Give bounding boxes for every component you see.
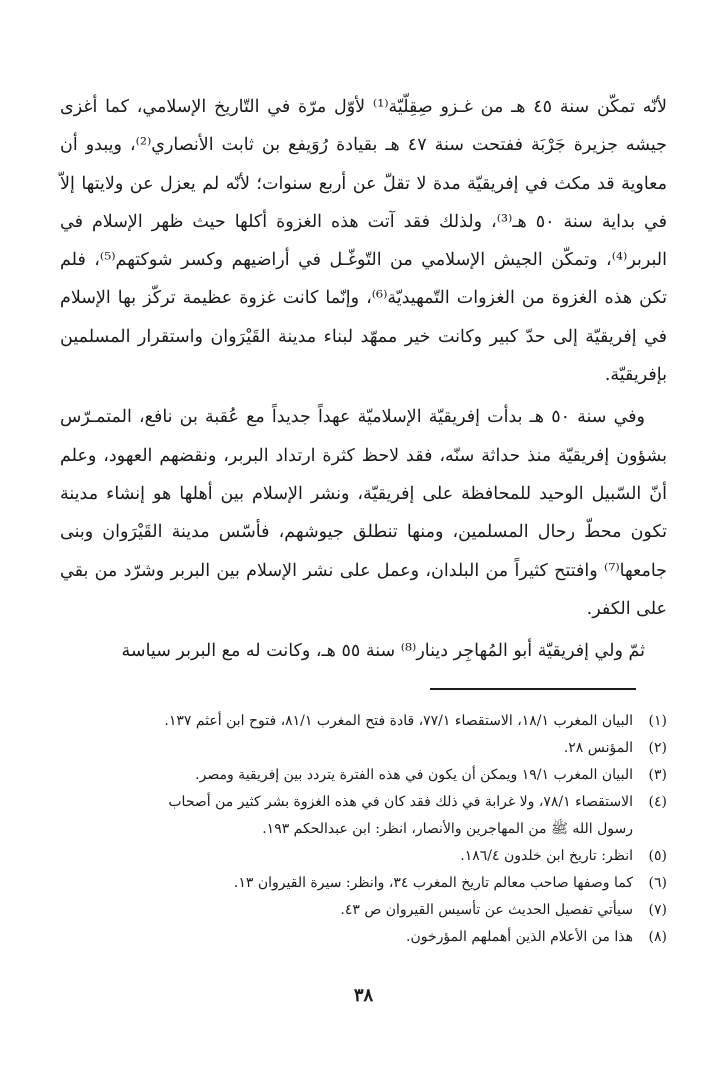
- footnote-7: [60, 897, 667, 924]
- footnote-number: (٣): [648, 767, 667, 783]
- footnote-3: [60, 762, 667, 789]
- footnote-number: (٢): [648, 740, 667, 756]
- footnote-text: سيأتي تفصيل الحديث عن تأسيس القيروان ص ٤٣.: [340, 902, 633, 918]
- footnote-text: كما وصفها صاحب معالم تاريخ المغرب ٣٤، وانظر: سيرة القيروان ١٣.: [233, 875, 633, 891]
- footnote-number: (٨): [648, 929, 667, 945]
- footnote-number: (٤): [648, 794, 667, 810]
- footnote-text: البيان المغرب ١٨/١، الاستقصاء ٧٧/١، قادة فتح المغرب ٨١/١، فتوح ابن أعثم ١٣٧.: [164, 713, 633, 729]
- footnote-text: انظر: تاريخ ابن خلدون ١٨٦/٤.: [460, 848, 633, 864]
- footnote-4: [60, 789, 667, 816]
- footnote-6: [60, 870, 667, 897]
- paragraph-2: وفي سنة ٥٠ هـ بدأت إفريقيّة الإسلاميّة عهداً جديداً مع عُقبة بن نافع، المتمـرّس بشؤون إفريقيّة منذ حداثة سنّه، فقد لاحظ كثرة ارتداد البربر، ونقضهم العهود، وعلم أنّ السّبيل الوحيد للمحافظة على إفريقيّة، ونشر الإسلام بين أهلها هو إنشاء مدينة تكون محطّ رحال المسلمين، ومنها تنطلق جيوشهم، فأسّس مدينة القَيْرَوان وبنى جامعها⁽⁷⁾ وافتتح كثيراً من البلدان، وعمل على نشر الإسلام بين البربر وشرّد من بقي على الكفر.: [60, 407, 667, 619]
- main-text: [60, 88, 667, 670]
- page-number: ٣٨: [353, 985, 374, 1006]
- footnote-4-continuation: رسول الله ﷺ من المهاجرين والأنصار، انظر: ابن عبدالحكم ١٩٣.: [262, 821, 633, 837]
- footnote-separator: [430, 688, 636, 690]
- footnote-number: (٧): [648, 902, 667, 918]
- footnote-8: [60, 924, 667, 951]
- footnote-number: (١): [648, 713, 667, 729]
- footnote-number: (٦): [648, 875, 667, 891]
- footnote-text: المؤنس ٢٨.: [563, 740, 633, 756]
- footnote-text: الاستقصاء ٧٨/١، ولا غرابة في ذلك فقد كان في هذه الغزوة بشر كثير من أصحاب: [168, 794, 633, 810]
- footnote-text: البيان المغرب ١٩/١ ويمكن أن يكون في هذه الفترة يتردد بين إفريقية ومصر.: [195, 767, 633, 783]
- footnote-5: [60, 843, 667, 870]
- footnotes: [60, 708, 667, 951]
- paragraph-3: ثمّ ولي إفريقيّة أبو المُهاجِر دينار⁽⁸⁾ سنة ٥٥ هـ، وكانت له مع البربر سياسة: [121, 641, 645, 662]
- footnote-1: [60, 708, 667, 735]
- paragraph-1: لأنّه تمكّن سنة ٤٥ هـ من غـزو صِقِلّيّة⁽¹⁾ لأوّل مرّة في التّاريخ الإسلامي، كما أغزى جيشه جزيرة جَرْبَة ففتحت سنة ٤٧ هـ بقيادة رُوَيفع بن ثابت الأنصاري⁽²⁾، ويبدو أن معاوية قد مكث في إفريقيّة مدة لا تقلّ عن أربع سنوات؛ لأنّه لم يعزل عن ولايتها إلاّ في بداية سنة ٥٠ هـ⁽³⁾، ولذلك فقد آتت هذه الغزوة أكلها حيث ظهر الإسلام في البربر⁽⁴⁾، وتمكّن الجيش الإسلامي من التّوغّـل في أراضيهم وكسر شوكتهم⁽⁵⁾، فلم تكن هذه الغزوة من الغزوات التّمهيديّة⁽⁶⁾، وإنّما كانت غزوة عظيمة تركّز بها الإسلام في إفريقيّة إلى حدّ كبير وكانت خير ممهّد لبناء مدينة القَيْرَوان واستقرار المسلمين بإفريقيّة.: [60, 97, 667, 386]
- footnote-text: هذا من الأعلام الذين أهملهم المؤرخون.: [406, 929, 633, 945]
- footnote-number: (٥): [648, 848, 667, 864]
- footnote-2: [60, 735, 667, 762]
